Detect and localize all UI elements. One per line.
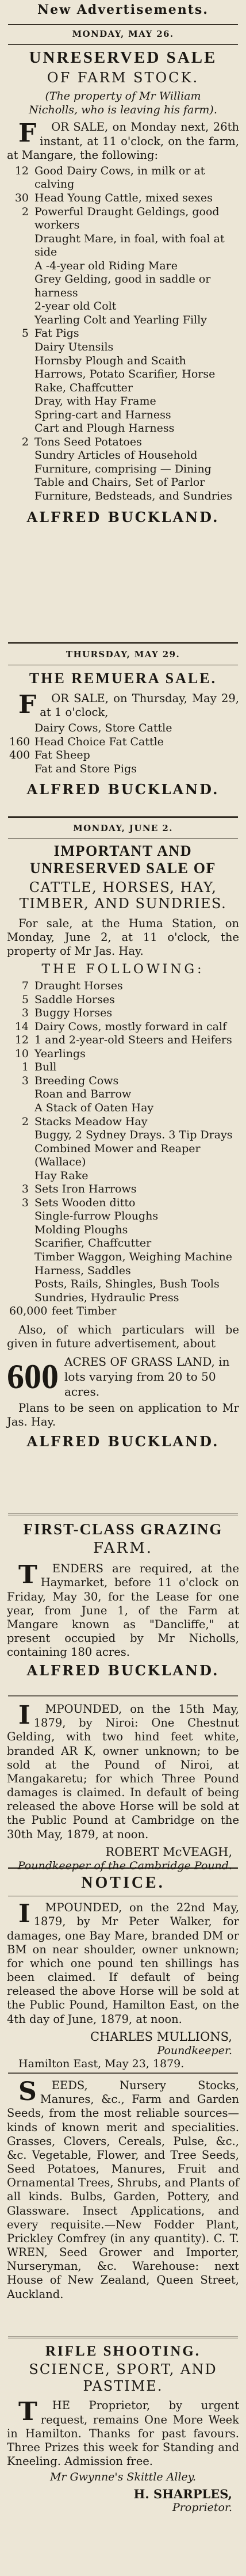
ad-huma-station-sale [5,823,241,1450]
list-item: 7 Draught Horses [21,980,123,993]
signatory-role: Proprietor. [172,2501,232,2514]
header-section [5,2,241,17]
ad-title: RIFLE SHOOTING. [45,2343,201,2359]
ad-title: UNRESERVED SALE [29,48,217,67]
list-item: 5 Fat Pigs [21,327,79,340]
ad-remuera-sale [5,649,241,798]
ad-impounded-cambridge [5,1702,241,1873]
list-item: Draught Mare, in foal, with foal at side [34,232,225,259]
auctioneer-name: ALFRED BUCKLAND. [26,1433,220,1450]
auctioneer-name: ALFRED BUCKLAND. [26,508,220,525]
list-item: Combined Mower and Reaper (Wallace) [34,1142,201,1169]
signatory-role: Poundkeeper of the Cambridge Pound. [17,1859,232,1872]
ad-paragraph: IMPOUNDED, on the 22nd May, 1879, by Mr Peter Walker, for damages, one Bay Mare, branded DM or BM on near shoulder, owner unknown; for which one pound ten shillings has been claimed. If default of being released the above Horse will be sold at the Public Pound, Hamilton East, on the 4th day of June, 1879, at noon. [7,1899,239,2026]
list-item: 2 Tons Seed Potatoes [21,435,142,448]
section-rule [5,1867,241,1869]
ad-paragraph: IMPOUNDED, on the 15th May, 1879, by Niroi: One Chestnut Gelding, with two hind feet white, branded AR K, owner unknown; to be sold at the Pound of Niroi, at Mangakaretu; for which Three Pound damages is claimed. In default of being released the above Horse will be sold at the Public Pound at Cambridge on the 30th May, 1879, at noon. [7,1702,239,1841]
auctioneer-name: ALFRED BUCKLAND. [26,781,220,798]
list-item: Hay Rake [34,1169,89,1182]
list-item: 3 Breeding Cows [21,1074,119,1087]
list-item: Dairy Utensils [34,341,114,354]
ad-paragraph: SEEDS, Nursery Stocks, Manures, &c., Farm and Garden Seeds, from the most reliable sources—kinds of known merit and specialities. Grasses, Clovers, Cereals, Pulse, &c., &c. Vegetable, Flower, and Tree Seeds, Seed Potatoes, Manures, Fruit and Ornamental Trees, Shrubs, and Plants of all kinds. Bulbs, Garden, Pottery, and Glassware. Insect Applications, and every requisite.—New Fodder Plant, Prickley Comfrey (in any quantity). C. T. WREN, Seed Grower and Importer, Nurseryman, &c. Warehouse: next House of New Zealand, Queen Street, Auckland. [7,2079,239,2301]
auctioneer-name: ALFRED BUCKLAND. [26,1662,220,1679]
ad-subtitle: SCIENCE, SPORT, AND PASTIME. [29,2361,217,2394]
list-item: 5 Saddle Horses [21,993,115,1006]
ad-note: (The property of Mr William Nicholls, who is leaving his farm). [29,89,217,116]
ad-note: Mr Gwynne's Skittle Alley. [49,2471,197,2484]
list-item: 3 Sets Iron Harrows [21,1183,137,1196]
section-rule [5,1695,241,1697]
list-item: 1 Bull [21,1061,57,1074]
ad-paragraph: FOR SALE, on Monday next, 26th instant, at 11 o'clock, on the farm, at Mangare, the following: [7,119,239,162]
ad-farm-stock [5,29,241,525]
list-item: 12 Good Dairy Cows, in milk or at calving [14,164,205,191]
acres-block [5,1354,241,1399]
ad-paragraph: TENDERS are required, at the Haymarket, before 11 o'clock on Friday, May 30, for the Lease for one year, from June 1, of the Farm at Mangare known as "Dancliffe," at present occupied by Mr Nicholls, containing 180 acres. [7,1560,239,1659]
list-item: Harness, Saddles [34,1264,131,1277]
ad-seeds-nursery [5,2079,241,2301]
ad-subtitle: CATTLE, HORSES, HAY, TIMBER, AND SUNDRIES. [19,879,227,912]
section-rule [5,642,241,644]
ad-paragraph: For sale, at the Huma Station, on Monday, June 2, at 11 o'clock, the property of Mr Jas. Hay. [7,917,239,958]
list-item: Posts, Rails, Shingles, Bush Tools [34,1278,220,1291]
ad-paragraph: FOR SALE, on Thursday, May 29, at 1 o'clock, [18,689,239,719]
section-rule [5,2072,241,2074]
plans-paragraph: Plans to be seen on application to Mr Jas. Hay. [7,1401,239,1429]
list-item: 3 Buggy Horses [21,1007,113,1020]
list-item: 30 Head Young Cattle, mixed sexes [14,192,213,204]
header-rule [5,24,241,25]
ad-date: MONDAY, MAY 26. [72,29,174,39]
list-item: Sundry Articles of Household Furniture, comprising — Dining Table and Chairs, Set of Parlor Furniture, Bedsteads, and Sundries [34,449,232,503]
item-list [5,980,241,1319]
ad-title: IMPORTANT AND UNRESERVED SALE OF [29,842,217,877]
list-item: Hornsby Plough and Scaith Harrows, Potato Scarifier, Horse Rake, Chaffcutter [34,354,216,394]
item-list [5,722,241,776]
page-heading: New Advertisements. [37,2,209,17]
list-item: Fat and Store Pigs [34,762,137,775]
section-rule [5,2337,241,2338]
ad-title: THE REMUERA SALE. [29,669,217,687]
list-item: 160 Head Choice Fat Cattle [9,735,164,748]
list-item: Yearling Colt and Yearling Filly [34,313,207,326]
list-item: Timber Waggon, Weighing Machine [34,1250,233,1263]
list-item: Dray, with Hay Frame [34,395,156,408]
following-heading: THE FOLLOWING: [41,962,205,977]
signatory-role: Poundkeeper. [157,2044,232,2057]
ad-grazing-farm [5,1521,241,1679]
list-item: Dairy Cows, Store Cattle [34,721,172,734]
list-item: Grey Gelding, good in saddle or harness [34,273,211,299]
item-list [5,165,241,504]
section-rule [5,816,241,818]
ad-paragraph: THE Proprietor, by urgent request, remains One More Week in Hamilton. Thanks for past favours. Three Prizes this week for Standing and Kneeling. Admission free. [7,2397,239,2468]
signatory-name: CHARLES MULLIONS, [90,2029,232,2044]
list-item: 2 Stacks Meadow Hay [21,1115,148,1128]
list-item: 12 1 and 2-year-old Steers and Heifers [14,1034,232,1047]
signatory-name: H. SHARPLES, [133,2486,232,2501]
list-item: Spring-cart and Harness [34,408,171,421]
list-item: Sundries, Hydraulic Press [34,1291,179,1304]
list-item: A Stack of Oaten Hay [34,1101,154,1114]
list-item: Cart and Plough Harness [34,422,175,435]
ad-date: MONDAY, JUNE 2. [73,823,173,833]
ad-title: FIRST-CLASS GRAZING [23,1521,223,1538]
ad-subtitle: OF FARM STOCK. [47,70,199,86]
list-item: Buggy, 2 Sydney Drays. 3 Tip Drays [34,1129,233,1142]
list-item: 60,000 feet Timber [9,1305,117,1318]
also-paragraph: Also, of which particulars will be given in future advertisement, about [7,1323,239,1350]
list-item: 2 Powerful Draught Geldings, good workers [21,205,220,232]
ad-date: THURSDAY, MAY 29. [66,649,180,660]
list-item: Roan and Barrow [34,1088,132,1101]
ad-dateline: Hamilton East, May 23, 1879. [18,2057,184,2070]
section-rule [5,1514,241,1515]
ad-notice-impounded [5,1874,241,2071]
list-item: 2-year old Colt [34,300,117,313]
list-item: Single-furrow Ploughs [34,1210,159,1223]
list-item: A -4-year old Riding Mare [34,259,178,272]
ad-rifle-shooting [5,2343,241,2514]
list-item: 400 Fat Sheep [9,749,90,762]
ad-subtitle: FARM. [93,1539,153,1557]
list-item: Molding Ploughs [34,1223,128,1236]
list-item: 14 Dairy Cows, mostly forward in calf [14,1020,227,1033]
list-item: Scarifier, Chaffcutter [34,1237,152,1250]
signatory-name: ROBERT McVEAGH, [105,1845,232,1859]
list-item: 3 Sets Wooden ditto [21,1196,136,1209]
acres-text: ACRES OF GRASS LAND, in lots varying from 20 to 50 acres. [64,1355,230,1399]
list-item: 10 Yearlings [14,1047,86,1060]
ad-title: NOTICE. [81,1874,165,1892]
acres-number: 600 [7,1358,59,1396]
